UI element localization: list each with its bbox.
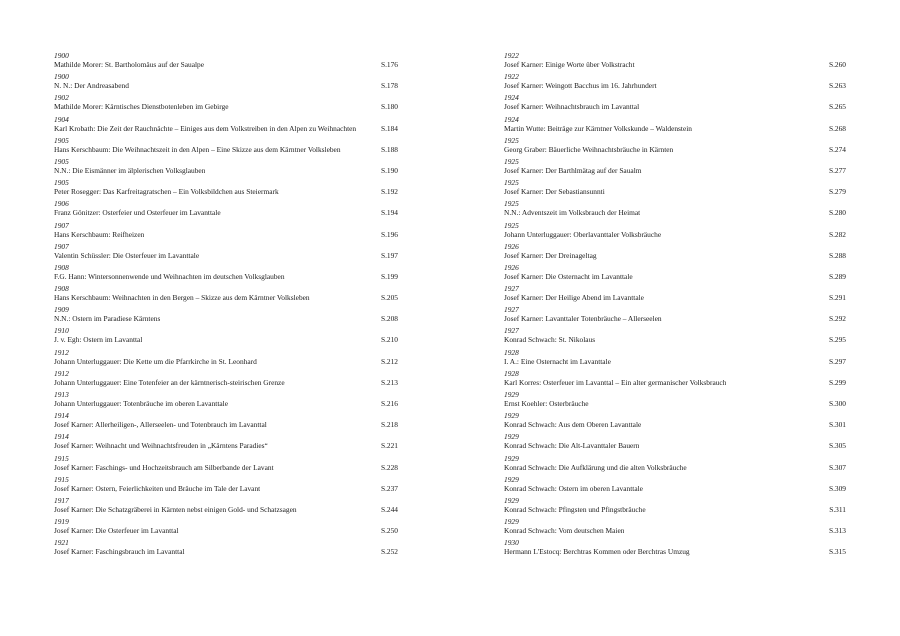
entry-line — [54, 81, 398, 91]
toc-entry — [54, 538, 398, 559]
toc-entry — [504, 496, 846, 517]
entry-page-number: S.309 — [828, 483, 846, 493]
entry-year: 1928 — [504, 347, 519, 357]
entry-page-number: S.268 — [828, 123, 846, 133]
entry-title: F.G. Hann: Wintersonnenwende und Weihnachten im deutschen Volksglauben — [54, 271, 285, 281]
entry-year: 1924 — [504, 93, 519, 103]
entry-line — [54, 314, 398, 324]
toc-entry — [54, 72, 398, 93]
entry-page-number: S.274 — [828, 144, 846, 154]
entry-year: 1915 — [54, 474, 69, 484]
entry-year: 1925 — [504, 156, 519, 166]
toc-entry — [504, 475, 846, 496]
entry-title: Konrad Schwach: Die Aufklärung und die alten Volksbräuche — [504, 462, 687, 472]
entry-title: Karl Korres: Osterfeuer im Lavanttal – Ein alter germanischer Volksbrauch — [504, 377, 727, 387]
entry-year: 1929 — [504, 411, 519, 421]
entry-page-number: S.192 — [380, 187, 398, 197]
entry-year: 1900 — [54, 72, 69, 82]
entry-year: 1929 — [504, 432, 519, 442]
entry-year: 1908 — [54, 284, 69, 294]
toc-entry — [504, 369, 846, 390]
entry-line — [504, 124, 846, 134]
toc-entry — [54, 51, 398, 72]
entry-line — [504, 81, 846, 91]
entry-line — [54, 102, 398, 112]
entry-year: 1925 — [504, 199, 519, 209]
entry-page-number: S.250 — [380, 526, 398, 536]
entry-title: Josef Karner: Der Dreinageltag — [504, 250, 597, 260]
entry-year: 1929 — [504, 474, 519, 484]
entry-year: 1910 — [54, 326, 69, 336]
entry-line — [54, 230, 398, 240]
entry-year: 1926 — [504, 241, 519, 251]
entry-year: 1905 — [54, 178, 69, 188]
entry-title: Hans Kerschbaum: Reifheizen — [54, 229, 145, 239]
entry-year: 1924 — [504, 114, 519, 124]
toc-entry — [54, 369, 398, 390]
toc-entry — [504, 326, 846, 347]
entry-title: Franz Gönitzer: Osterfeier und Osterfeuer im Lavanttale — [54, 208, 221, 218]
entry-year: 1909 — [54, 305, 69, 315]
entry-line — [54, 187, 398, 197]
entry-page-number: S.313 — [828, 526, 846, 536]
toc-entry — [54, 199, 398, 220]
entry-title: Mathilde Morer: St. Bartholomäus auf der Saualpe — [54, 60, 205, 69]
entry-title: Josef Karner: Allerheiligen-, Allerseelen- und Totenbrauch im Lavanttal — [54, 420, 267, 430]
entry-year: 1906 — [54, 199, 69, 209]
entry-page-number: S.297 — [828, 356, 846, 366]
entry-year: 1926 — [504, 262, 519, 272]
entry-line — [504, 166, 846, 176]
entry-year: 1907 — [54, 241, 69, 251]
entry-page-number: S.184 — [380, 123, 398, 133]
left-page-contents — [54, 51, 398, 560]
entry-year: 1905 — [54, 135, 69, 145]
entry-year: 1913 — [54, 390, 69, 399]
entry-line — [54, 60, 398, 70]
entry-title: Mathilde Morer: Kärntisches Dienstbotenleben im Gebirge — [54, 102, 229, 112]
entry-year: 1908 — [54, 262, 69, 272]
entry-title: Konrad Schwach: Aus dem Oberen Lavanttale — [504, 420, 642, 430]
entry-page-number: S.237 — [380, 483, 398, 493]
toc-entry — [504, 115, 846, 136]
toc-entry — [504, 432, 846, 453]
entry-page-number: S.288 — [828, 250, 846, 260]
entry-title: Konrad Schwach: St. Nikolaus — [504, 335, 596, 345]
entry-title: Konrad Schwach: Ostern im oberen Lavanttale — [504, 483, 643, 493]
entry-year: 1922 — [504, 72, 519, 82]
toc-entry — [504, 390, 846, 411]
entry-title: Valentin Schüssler: Die Osterfeuer im Lavanttale — [54, 250, 200, 260]
toc-entry — [504, 221, 846, 242]
entry-page-number: S.263 — [828, 81, 846, 91]
entry-line — [504, 441, 846, 451]
entry-page-number: S.299 — [828, 377, 846, 387]
entry-page-number: S.199 — [380, 271, 398, 281]
entry-line — [54, 484, 398, 494]
entry-line — [504, 230, 846, 240]
entry-year: 1927 — [504, 305, 519, 315]
entry-year: 1914 — [54, 432, 69, 442]
entry-line — [504, 484, 846, 494]
toc-entry — [54, 178, 398, 199]
entry-page-number: S.244 — [380, 504, 398, 514]
toc-entry — [504, 93, 846, 114]
entry-title: Josef Karner: Einige Worte über Volkstracht — [504, 60, 635, 69]
entry-line — [504, 102, 846, 112]
entry-year: 1922 — [504, 51, 519, 60]
entry-year: 1927 — [504, 326, 519, 336]
toc-entry — [54, 411, 398, 432]
entry-page-number: S.213 — [380, 377, 398, 387]
toc-entry — [504, 411, 846, 432]
entry-title: Hans Kerschbaum: Weihnachten in den Bergen – Skizze aus dem Kärntner Volksleben — [54, 293, 310, 303]
entry-title: Josef Karner: Weihnacht und Weihnachtsfreuden in „Kärntens Paradies“ — [54, 441, 268, 451]
entry-title: Ernst Koehler: Osterbräuche — [504, 399, 589, 408]
toc-entry — [54, 242, 398, 263]
entry-line — [504, 526, 846, 536]
entry-page-number: S.178 — [380, 81, 398, 91]
entry-page-number: S.218 — [380, 420, 398, 430]
entry-line — [504, 272, 846, 282]
entry-title: Josef Karner: Die Osterfeuer im Lavanttal — [54, 526, 179, 536]
toc-entry — [504, 72, 846, 93]
entry-line — [504, 335, 846, 345]
entry-title: Josef Karner: Faschings- und Hochzeitsbrauch am Silberbande der Lavant — [54, 462, 274, 472]
entry-line — [54, 463, 398, 473]
entry-page-number: S.295 — [828, 335, 846, 345]
toc-entry — [54, 326, 398, 347]
entry-page-number: S.289 — [828, 271, 846, 281]
entry-page-number: S.210 — [380, 335, 398, 345]
entry-year: 1921 — [54, 538, 69, 548]
toc-entry — [54, 263, 398, 284]
entry-line — [54, 208, 398, 218]
entry-title: Peter Rosegger: Das Karfreitagratschen – Ein Volksbildchen aus Steiermark — [54, 187, 279, 197]
entry-title: Josef Karner: Weihnachtsbrauch im Lavanttal — [504, 102, 640, 112]
toc-entry — [504, 242, 846, 263]
entry-year: 1917 — [54, 495, 69, 505]
entry-page-number: S.188 — [380, 144, 398, 154]
entry-line — [504, 463, 846, 473]
toc-entry — [54, 390, 398, 411]
entry-year: 1919 — [54, 517, 69, 527]
entry-title: J. v. Egh: Ostern im Lavanttal — [54, 335, 143, 345]
entry-line — [504, 293, 846, 303]
entry-page-number: S.208 — [380, 314, 398, 324]
entry-title: Josef Karner: Die Osternacht im Lavanttale — [504, 271, 633, 281]
toc-entry — [504, 199, 846, 220]
entry-page-number: S.292 — [828, 314, 846, 324]
entry-year: 1929 — [504, 453, 519, 463]
entry-page-number: S.315 — [828, 547, 846, 557]
entry-title: Konrad Schwach: Vom deutschen Maien — [504, 526, 625, 536]
entry-title: Josef Karner: Der Sebastiansunnti — [504, 187, 605, 197]
entry-page-number: S.196 — [380, 229, 398, 239]
entry-title: N.N.: Die Eismänner im älplerischen Volksglauben — [54, 165, 206, 175]
entry-year: 1904 — [54, 114, 69, 124]
entry-line — [54, 420, 398, 430]
entry-year: 1902 — [54, 93, 69, 103]
toc-entry — [504, 263, 846, 284]
entry-page-number: S.282 — [828, 229, 846, 239]
entry-page-number: S.280 — [828, 208, 846, 218]
entry-year: 1912 — [54, 347, 69, 357]
entry-title: Josef Karner: Der Heilige Abend im Lavanttale — [504, 293, 644, 303]
entry-year: 1905 — [54, 156, 69, 166]
entry-line — [504, 357, 846, 367]
toc-entry — [54, 454, 398, 475]
entry-title: Johann Unterluggauer: Die Kette um die Pfarrkirche in St. Leonhard — [54, 356, 257, 366]
entry-line — [54, 547, 398, 557]
entry-title: Josef Karner: Faschingsbrauch im Lavanttal — [54, 547, 185, 557]
entry-page-number: S.252 — [380, 547, 398, 557]
entry-line — [54, 166, 398, 176]
entry-page-number: S.180 — [380, 102, 398, 112]
entry-line — [54, 378, 398, 388]
entry-line — [54, 145, 398, 155]
entry-line — [504, 145, 846, 155]
toc-entry — [504, 178, 846, 199]
entry-line — [54, 357, 398, 367]
entry-year: 1925 — [504, 178, 519, 188]
entry-year: 1907 — [54, 220, 69, 230]
entry-title: Josef Karner: Ostern, Feierlichkeiten und Bräuche im Tale der Lavant — [54, 483, 261, 493]
entry-title: Josef Karner: Die Schatzgräberei in Kärnten nebst einigen Gold- und Schatzsagen — [54, 504, 297, 514]
entry-title: Josef Karner: Lavanttaler Totenbräuche – Allerseelen — [504, 314, 662, 324]
entry-title: Johann Unterluggauer: Oberlavanttaler Volksbräuche — [504, 229, 662, 239]
entry-title: Johann Unterluggauer: Totenbräuche im oberen Lavanttale — [54, 399, 228, 408]
entry-title: N.N.: Adventszeit im Volksbrauch der Heimat — [504, 208, 641, 218]
entry-line — [504, 399, 846, 409]
entry-line — [54, 272, 398, 282]
toc-entry — [504, 348, 846, 369]
entry-title: Josef Karner: Der Barthlmätag auf der Saualm — [504, 165, 642, 175]
entry-year: 1930 — [504, 538, 519, 548]
entry-year: 1925 — [504, 220, 519, 230]
entry-page-number: S.212 — [380, 356, 398, 366]
entry-line — [54, 526, 398, 536]
entry-page-number: S.197 — [380, 250, 398, 260]
entry-line — [504, 251, 846, 261]
toc-entry — [54, 93, 398, 114]
entry-year: 1915 — [54, 453, 69, 463]
entry-line — [504, 505, 846, 515]
entry-page-number: S.305 — [828, 441, 846, 451]
toc-entry — [54, 115, 398, 136]
entry-year: 1900 — [54, 51, 69, 60]
entry-page-number: S.260 — [828, 60, 846, 69]
entry-page-number: S.265 — [828, 102, 846, 112]
entry-page-number: S.176 — [380, 60, 398, 69]
entry-line — [504, 60, 846, 70]
toc-entry — [54, 221, 398, 242]
toc-entry — [54, 136, 398, 157]
entry-title: I. A.: Eine Osternacht im Lavanttale — [504, 356, 611, 366]
toc-entry — [54, 475, 398, 496]
entry-page-number: S.279 — [828, 187, 846, 197]
entry-page-number: S.194 — [380, 208, 398, 218]
entry-year: 1929 — [504, 390, 519, 399]
toc-entry — [504, 136, 846, 157]
entry-line — [54, 399, 398, 409]
entry-line — [504, 378, 846, 388]
entry-page-number: S.311 — [829, 504, 846, 514]
entry-year: 1927 — [504, 284, 519, 294]
entry-line — [54, 335, 398, 345]
toc-entry — [504, 51, 846, 72]
entry-page-number: S.216 — [380, 399, 398, 408]
entry-year: 1914 — [54, 411, 69, 421]
entry-page-number: S.307 — [828, 462, 846, 472]
entry-year: 1925 — [504, 135, 519, 145]
entry-line — [54, 505, 398, 515]
toc-entry — [504, 284, 846, 305]
entry-line — [504, 208, 846, 218]
toc-entry — [504, 538, 846, 559]
entry-line — [54, 251, 398, 261]
entry-line — [504, 547, 846, 557]
entry-page-number: S.205 — [380, 293, 398, 303]
entry-year: 1929 — [504, 495, 519, 505]
toc-entry — [54, 348, 398, 369]
entry-title: Konrad Schwach: Pfingsten und Pfingstbräuche — [504, 504, 646, 514]
toc-entry — [504, 517, 846, 538]
toc-entry — [54, 496, 398, 517]
right-page-contents — [504, 51, 846, 560]
entry-title: Martin Wutte: Beiträge zur Kärntner Volkskunde – Waldenstein — [504, 123, 693, 133]
entry-title: N.N.: Ostern im Paradiese Kärntens — [54, 314, 161, 324]
entry-year: 1912 — [54, 368, 69, 378]
toc-entry — [504, 157, 846, 178]
entry-page-number: S.300 — [828, 399, 846, 408]
entry-title: Konrad Schwach: Die Alt-Lavanttaler Bauern — [504, 441, 640, 451]
entry-title: Josef Karner: Weingott Bacchus im 16. Jahrhundert — [504, 81, 657, 91]
entry-page-number: S.228 — [380, 462, 398, 472]
toc-entry — [54, 305, 398, 326]
toc-entry — [54, 284, 398, 305]
entry-title: Georg Graber: Bäuerliche Weihnachtsbräuche in Kärnten — [504, 144, 674, 154]
entry-page-number: S.190 — [380, 165, 398, 175]
entry-line — [504, 187, 846, 197]
entry-page-number: S.221 — [380, 441, 398, 451]
entry-title: Johann Unterluggauer: Eine Totenfeier an der kärntnerisch-steirischen Grenze — [54, 377, 285, 387]
entry-line — [504, 420, 846, 430]
entry-page-number: S.301 — [828, 420, 846, 430]
toc-entry — [54, 432, 398, 453]
entry-title: N. N.: Der Andreasabend — [54, 81, 129, 91]
toc-entry — [504, 454, 846, 475]
entry-title: Hermann L'Estocq: Berchtras Kommen oder Berchtras Umzug — [504, 547, 690, 557]
toc-entry — [54, 517, 398, 538]
entry-page-number: S.291 — [828, 293, 846, 303]
toc-entry — [504, 305, 846, 326]
toc-entry — [54, 157, 398, 178]
entry-page-number: S.277 — [828, 165, 846, 175]
entry-line — [54, 124, 398, 134]
entry-title: Karl Krobath: Die Zeit der Rauchnächte – Einiges aus dem Volkstreiben in den Alpen zu Weihnachten — [54, 123, 357, 133]
entry-title: Hans Kerschbaum: Die Weihnachtszeit in den Alpen – Eine Skizze aus dem Kärntner Volksleben — [54, 144, 341, 154]
entry-line — [54, 293, 398, 303]
entry-line — [504, 314, 846, 324]
entry-line — [54, 441, 398, 451]
entry-year: 1928 — [504, 368, 519, 378]
entry-year: 1929 — [504, 517, 519, 527]
